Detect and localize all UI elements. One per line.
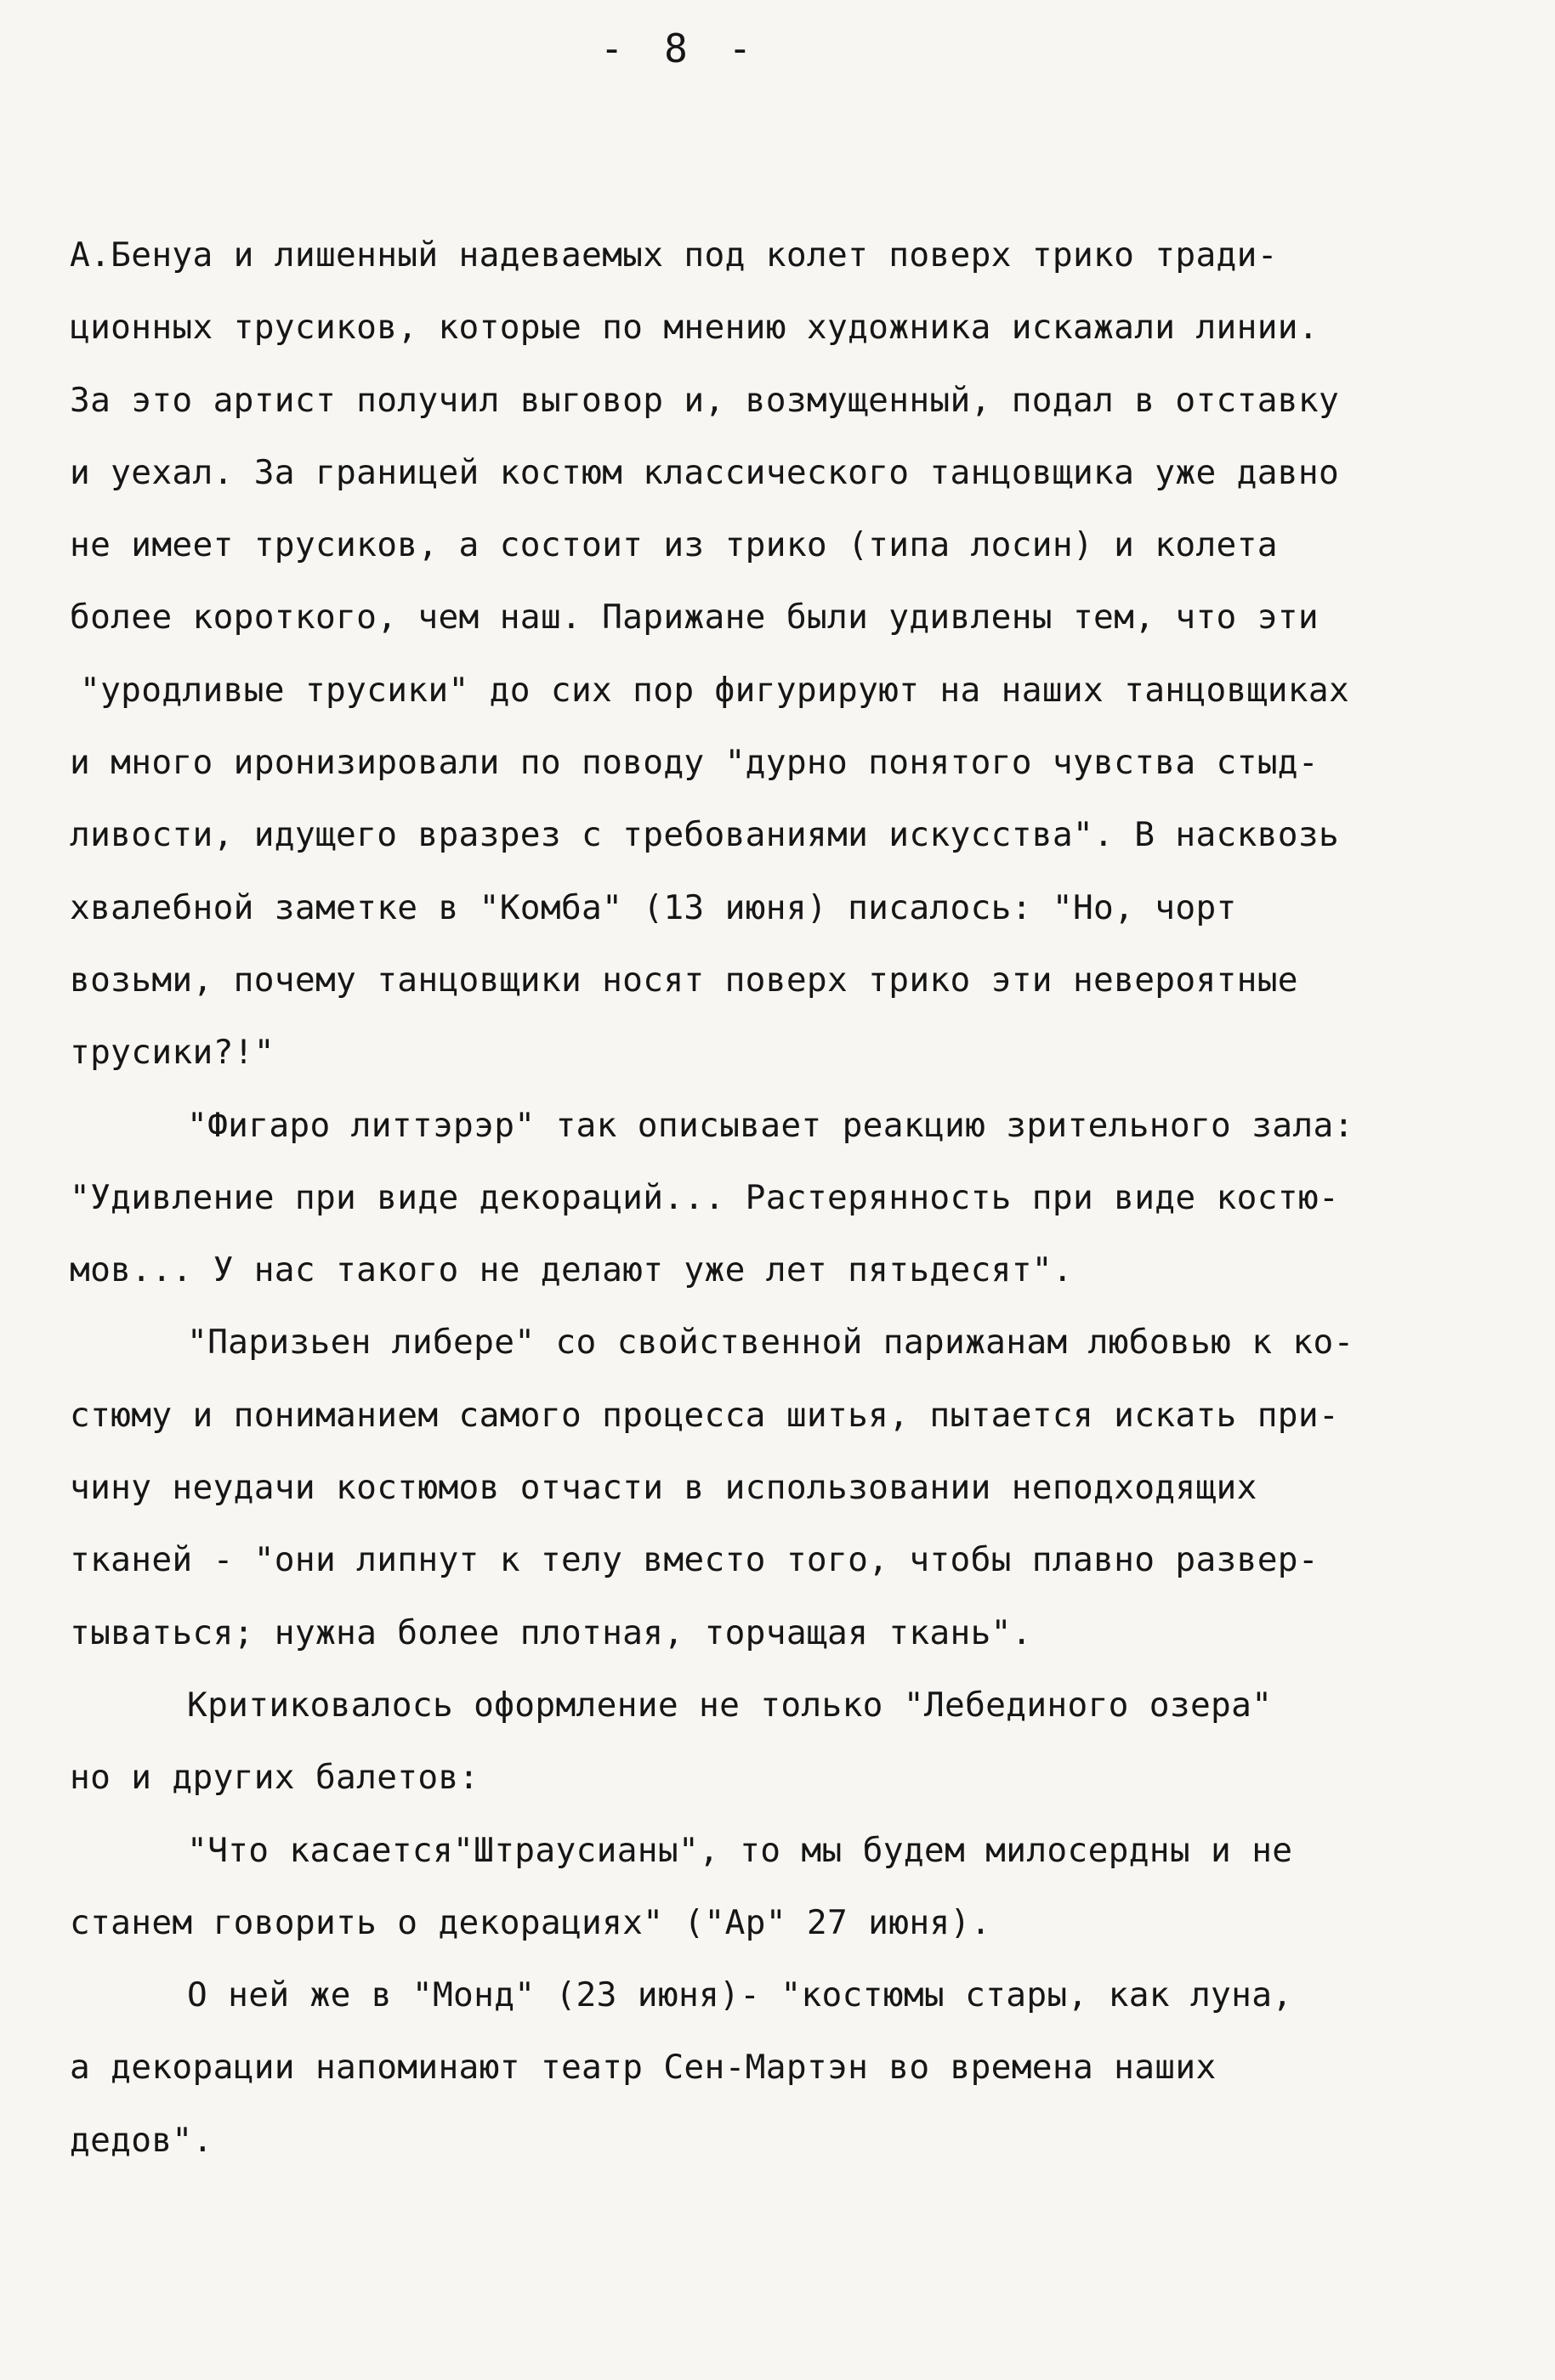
body-text xyxy=(70,219,1481,2177)
text-line: хвалебной заметке в "Комба" (13 июня) писалось: "Но, чорт xyxy=(70,887,1237,927)
text-line: возьми, почему танцовщики носят поверх трико эти невероятные xyxy=(70,960,1298,1000)
text-line: "Удивление при виде декораций... Растерянность при виде костю- xyxy=(70,1177,1340,1217)
text-line: не имеет трусиков, а состоит из трико (типа лосин) и колета xyxy=(70,525,1278,565)
text-line: и много иронизировали по поводу "дурно понятого чувства стыд- xyxy=(70,743,1319,783)
text-line: ливости, идущего вразрез с требованиями искусства". В насквозь xyxy=(70,815,1340,855)
text-line: а декорации напоминают театр Сен-Мартэн во времена наших xyxy=(70,2048,1217,2088)
text-line: А.Бенуа и лишенный надеваемых под колет поверх трико тради- xyxy=(70,235,1278,275)
text-line: тканей - "они липнут к телу вместо того, чтобы плавно развер- xyxy=(70,1540,1319,1580)
text-line: тываться; нужна более плотная, торчащая ткань". xyxy=(70,1612,1032,1652)
text-line: "уродливые трусики" до сих пор фигурируют на наших танцовщиках xyxy=(80,670,1350,710)
text-line: и уехал. За границей костюм классического танцовщика уже давно xyxy=(70,452,1340,492)
text-line: станем говорить о декорациях" ("Ар" 27 июня). xyxy=(70,1902,991,1942)
text-line: дедов". xyxy=(70,2120,213,2160)
text-line: За это артист получил выговор и, возмущенный, подал в отставку xyxy=(70,380,1340,420)
text-line: мов... У нас такого не делают уже лет пятьдесят". xyxy=(70,1250,1073,1290)
text-line: чину неудачи костюмов отчасти в использовании неподходящих xyxy=(70,1468,1257,1508)
text-line: но и других балетов: xyxy=(70,1758,480,1798)
text-line: трусики?!" xyxy=(70,1033,275,1073)
page-number: - 8 - xyxy=(599,26,761,71)
text-line: О ней же в "Монд" (23 июня)- "костюмы стары, как луна, xyxy=(187,1975,1293,2015)
text-line: "Фигаро литтэрэр" так описывает реакцию зрительного зала: xyxy=(187,1105,1354,1145)
text-line: "Паризьен либере" со свойственной парижанам любовью к ко- xyxy=(187,1323,1354,1363)
text-line: Критиковалось оформление не только "Лебединого озера" xyxy=(187,1685,1273,1725)
text-line: "Что касается"Штраусианы", то мы будем милосердны и не xyxy=(187,1830,1293,1870)
text-line: более короткого, чем наш. Парижане были удивлены тем, что эти xyxy=(70,598,1319,638)
text-line: ционных трусиков, которые по мнению художника искажали линии. xyxy=(70,308,1319,348)
text-line: стюму и пониманием самого процесса шитья, пытается искать при- xyxy=(70,1395,1340,1435)
